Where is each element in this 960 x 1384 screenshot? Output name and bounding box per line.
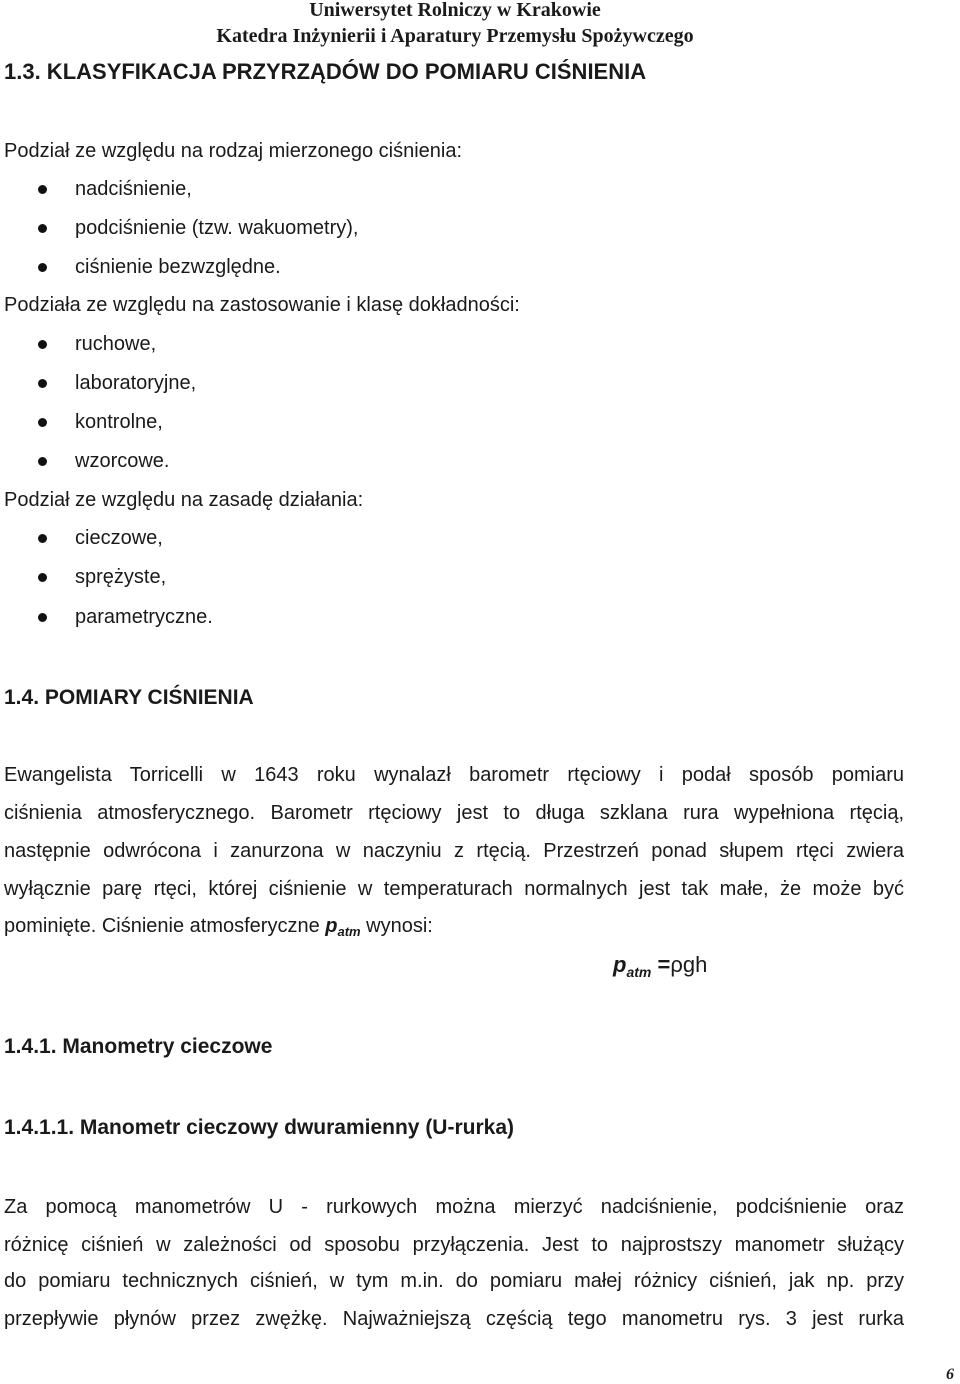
paragraph-line: ciśnienia atmosferycznego. Barometr rtęciowy jest to długa szklana rura wypełniona rtęcią,	[4, 802, 904, 824]
paragraph-line-last	[4, 914, 433, 944]
bullet-icon	[38, 379, 47, 388]
paragraph-line: do pomiaru technicznych ciśnień, w tym m.in. do pomiaru małej różnicy ciśnień, jak np. przy	[4, 1270, 904, 1292]
bullet-icon	[38, 613, 47, 622]
group3-intro: Podział ze względu na zasadę działania:	[4, 489, 364, 511]
paragraph-line: różnicę ciśnień w zależności od sposobu przyłączenia. Jest to najprostszy manometr służący	[4, 1234, 904, 1256]
list-item-label: ciśnienie bezwzględne.	[75, 256, 281, 278]
paragraph-line: wyłącznie parę rtęci, której ciśnienie w temperaturach normalnych jest tak małe, że może być	[4, 878, 904, 900]
list-item-label: cieczowe,	[75, 527, 163, 549]
bullet-icon	[38, 573, 47, 582]
section-title-1-3: 1.3. KLASYFIKACJA PRZYRZĄDÓW DO POMIARU CIŚNIENIA	[4, 59, 647, 84]
header-department: Katedra Inżynierii i Aparatury Przemysłu Spożywczego	[216, 25, 694, 47]
bullet-icon	[38, 263, 47, 272]
paragraph-text: wynosi:	[360, 915, 433, 937]
formula-symbol: p	[613, 952, 627, 977]
bullet-icon	[38, 534, 47, 543]
bullet-icon	[38, 340, 47, 349]
group1-intro: Podział ze względu na rodzaj mierzonego ciśnienia:	[4, 140, 463, 162]
formula-subscript: atm	[626, 964, 652, 980]
list-item-label: ruchowe,	[75, 333, 157, 355]
list-item-label: nadciśnienie,	[75, 178, 192, 200]
inline-symbol: p	[325, 915, 338, 937]
formula-equals: =	[651, 952, 671, 977]
section-title-1-4: 1.4. POMIARY CIŚNIENIA	[4, 686, 254, 709]
list-item-label: sprężyste,	[75, 566, 167, 588]
paragraph-line: przepływie płynów przez zwężkę. Najważniejszą częścią tego manometru rys. 3 jest rurka	[4, 1308, 904, 1330]
section-title-1-4-1-1: 1.4.1.1. Manometr cieczowy dwuramienny (U-rurka)	[4, 1116, 514, 1139]
bullet-icon	[38, 457, 47, 466]
bullet-icon	[38, 224, 47, 233]
group2-intro: Podziała ze względu na zastosowanie i klasę dokładności:	[4, 294, 520, 316]
list-item-label: parametryczne.	[75, 606, 213, 628]
paragraph-text: pominięte. Ciśnienie atmosferyczne	[4, 915, 326, 937]
formula-rhs: ρgh	[670, 952, 708, 977]
list-item-label: podciśnienie (tzw. wakuometry),	[75, 217, 359, 239]
list-item-label: wzorcowe.	[75, 450, 170, 472]
paragraph-line: Ewangelista Torricelli w 1643 roku wynalazł barometr rtęciowy i podał sposób pomiaru	[4, 764, 904, 786]
page-number: 6	[946, 1366, 954, 1383]
bullet-icon	[38, 185, 47, 194]
section-title-1-4-1: 1.4.1. Manometry cieczowe	[4, 1035, 273, 1058]
paragraph-line: następnie odwrócona i zanurzona w naczyniu z rtęcią. Przestrzeń ponad słupem rtęci zwiera	[4, 840, 904, 862]
bullet-icon	[38, 418, 47, 427]
list-item-label: kontrolne,	[75, 411, 163, 433]
inline-subscript: atm	[337, 924, 361, 939]
header-university: Uniwersytet Rolniczy w Krakowie	[309, 0, 601, 21]
paragraph-line: Za pomocą manometrów U - rurkowych można mierzyć nadciśnienie, podciśnienie oraz	[4, 1196, 904, 1218]
list-item-label: laboratoryjne,	[75, 372, 197, 394]
formula-atmospheric-pressure	[613, 952, 707, 985]
